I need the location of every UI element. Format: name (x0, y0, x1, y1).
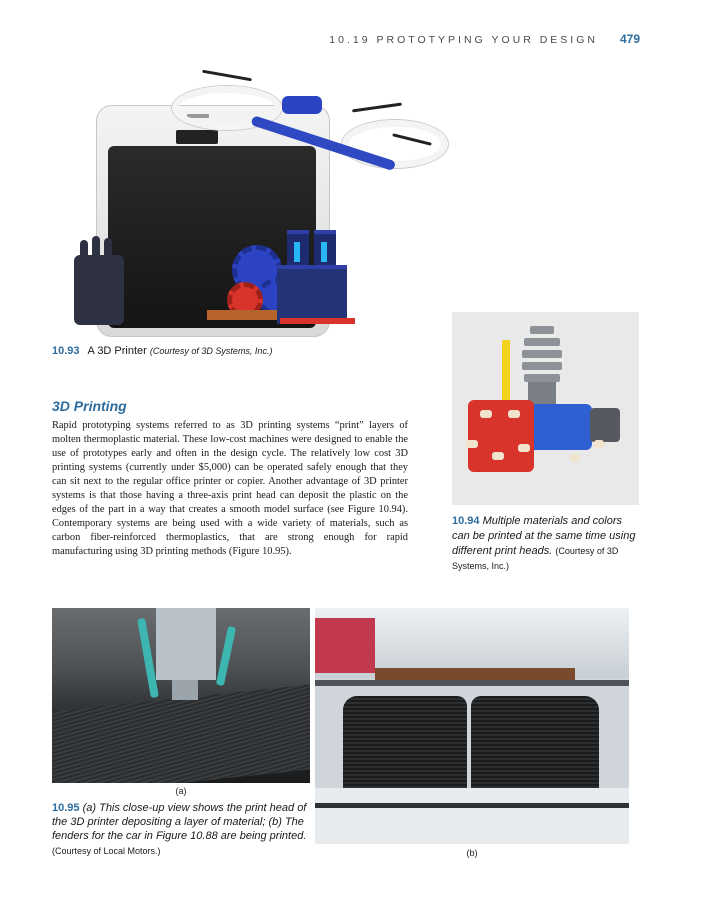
engine-peg (570, 454, 580, 462)
figure-number: 10.94 (452, 515, 480, 527)
engine-red-mount (468, 400, 534, 472)
caption-credit: (Courtesy of 3D Systems, Inc.) (149, 346, 273, 356)
caption-text: A 3D Printer (87, 345, 147, 357)
caption-credit: (Courtesy of Local Motors.) (52, 845, 161, 856)
print-head-body (156, 608, 216, 680)
figure-10-95-caption (52, 801, 314, 858)
drone-propeller (352, 103, 402, 113)
print-head-nozzle (172, 680, 198, 700)
engine-yellow-rod (502, 340, 510, 402)
figure-label-a: (a) (175, 786, 187, 796)
figure-number: 10.95 (52, 802, 80, 814)
robotic-hand-finger (104, 238, 112, 262)
figure-multi-material-engine-image (452, 312, 639, 505)
engine-fin (524, 374, 560, 382)
page-number: 479 (619, 32, 640, 46)
drone-propeller (202, 70, 252, 82)
robotic-hand-finger (92, 236, 100, 262)
engine-peg (594, 440, 604, 448)
caption-text: (a) This close-up view shows the print head of the 3D printer depositing a layer of material; (b) The fenders for the car in Figure 10.88 are being printed. (52, 802, 307, 843)
drone-rotor-guard (342, 120, 448, 168)
figure-print-head-closeup-image (52, 608, 310, 783)
engine-peg (466, 440, 478, 448)
engine-peg (508, 410, 520, 418)
section-heading: 3D Printing (52, 398, 127, 414)
engine-exhaust (590, 408, 620, 442)
engine-fin (522, 350, 562, 358)
engine-fin (530, 326, 554, 334)
cathedral-window (294, 242, 300, 262)
running-header-section-title: 10.19 PROTOTYPING YOUR DESIGN (329, 34, 598, 46)
running-header (0, 32, 640, 46)
drone-body (282, 96, 322, 114)
engine-peg (480, 410, 492, 418)
caption-text: Multiple materials and colors can be printed at the same time using different print heads. (452, 515, 636, 557)
engine-cylinder (528, 382, 556, 404)
cathedral-base (280, 318, 355, 324)
figure-3d-printer-image (52, 60, 442, 340)
figure-fenders-printing-image (315, 608, 629, 844)
engine-peg (492, 452, 504, 460)
engine-fin (524, 338, 560, 346)
engine-peg (518, 444, 530, 452)
figure-number: 10.93 (52, 345, 80, 357)
figure-10-93-caption (52, 345, 432, 357)
caption-credit: (Courtesy of 3D Systems, Inc.) (452, 546, 619, 571)
engine-fin (522, 362, 562, 370)
printed-robotic-hand (74, 255, 124, 325)
body-paragraph: Rapid prototyping systems referred to as 3D printing systems “print” layers of molten thermoplastic material. These low-cost machines were designed to enable the use of prototypes early and often in the design cycle. The relatively low cost 3D printing systems (currently under $5,000) can be operated safely enough that they can sit next to the regular office printer or copier. Another advantage of 3D printer systems is that those having a three-axis print head can deposit the plastic on the edges of the part in a way that creates a smooth model surface (see Figure 10.94). Contemporary systems are being used with a wide variety of materials, such as carbon fiber-reinforced thermoplastics, that are strong enough for rapid manufacturing using 3D printing methods (Figure 10.95). (52, 420, 408, 558)
printer-rail (315, 680, 629, 686)
printer-rail (315, 803, 629, 808)
printer-screen (176, 130, 218, 144)
print-head-tube (216, 626, 236, 686)
figure-10-94-caption (452, 514, 642, 574)
cathedral-body (277, 265, 347, 324)
figure-label-b: (b) (466, 848, 478, 858)
printed-fender (343, 696, 467, 788)
background-red-panel (315, 618, 375, 673)
print-bed (315, 788, 629, 844)
robotic-hand-finger (80, 240, 88, 264)
printed-fender (471, 696, 599, 788)
cathedral-window (321, 242, 327, 262)
